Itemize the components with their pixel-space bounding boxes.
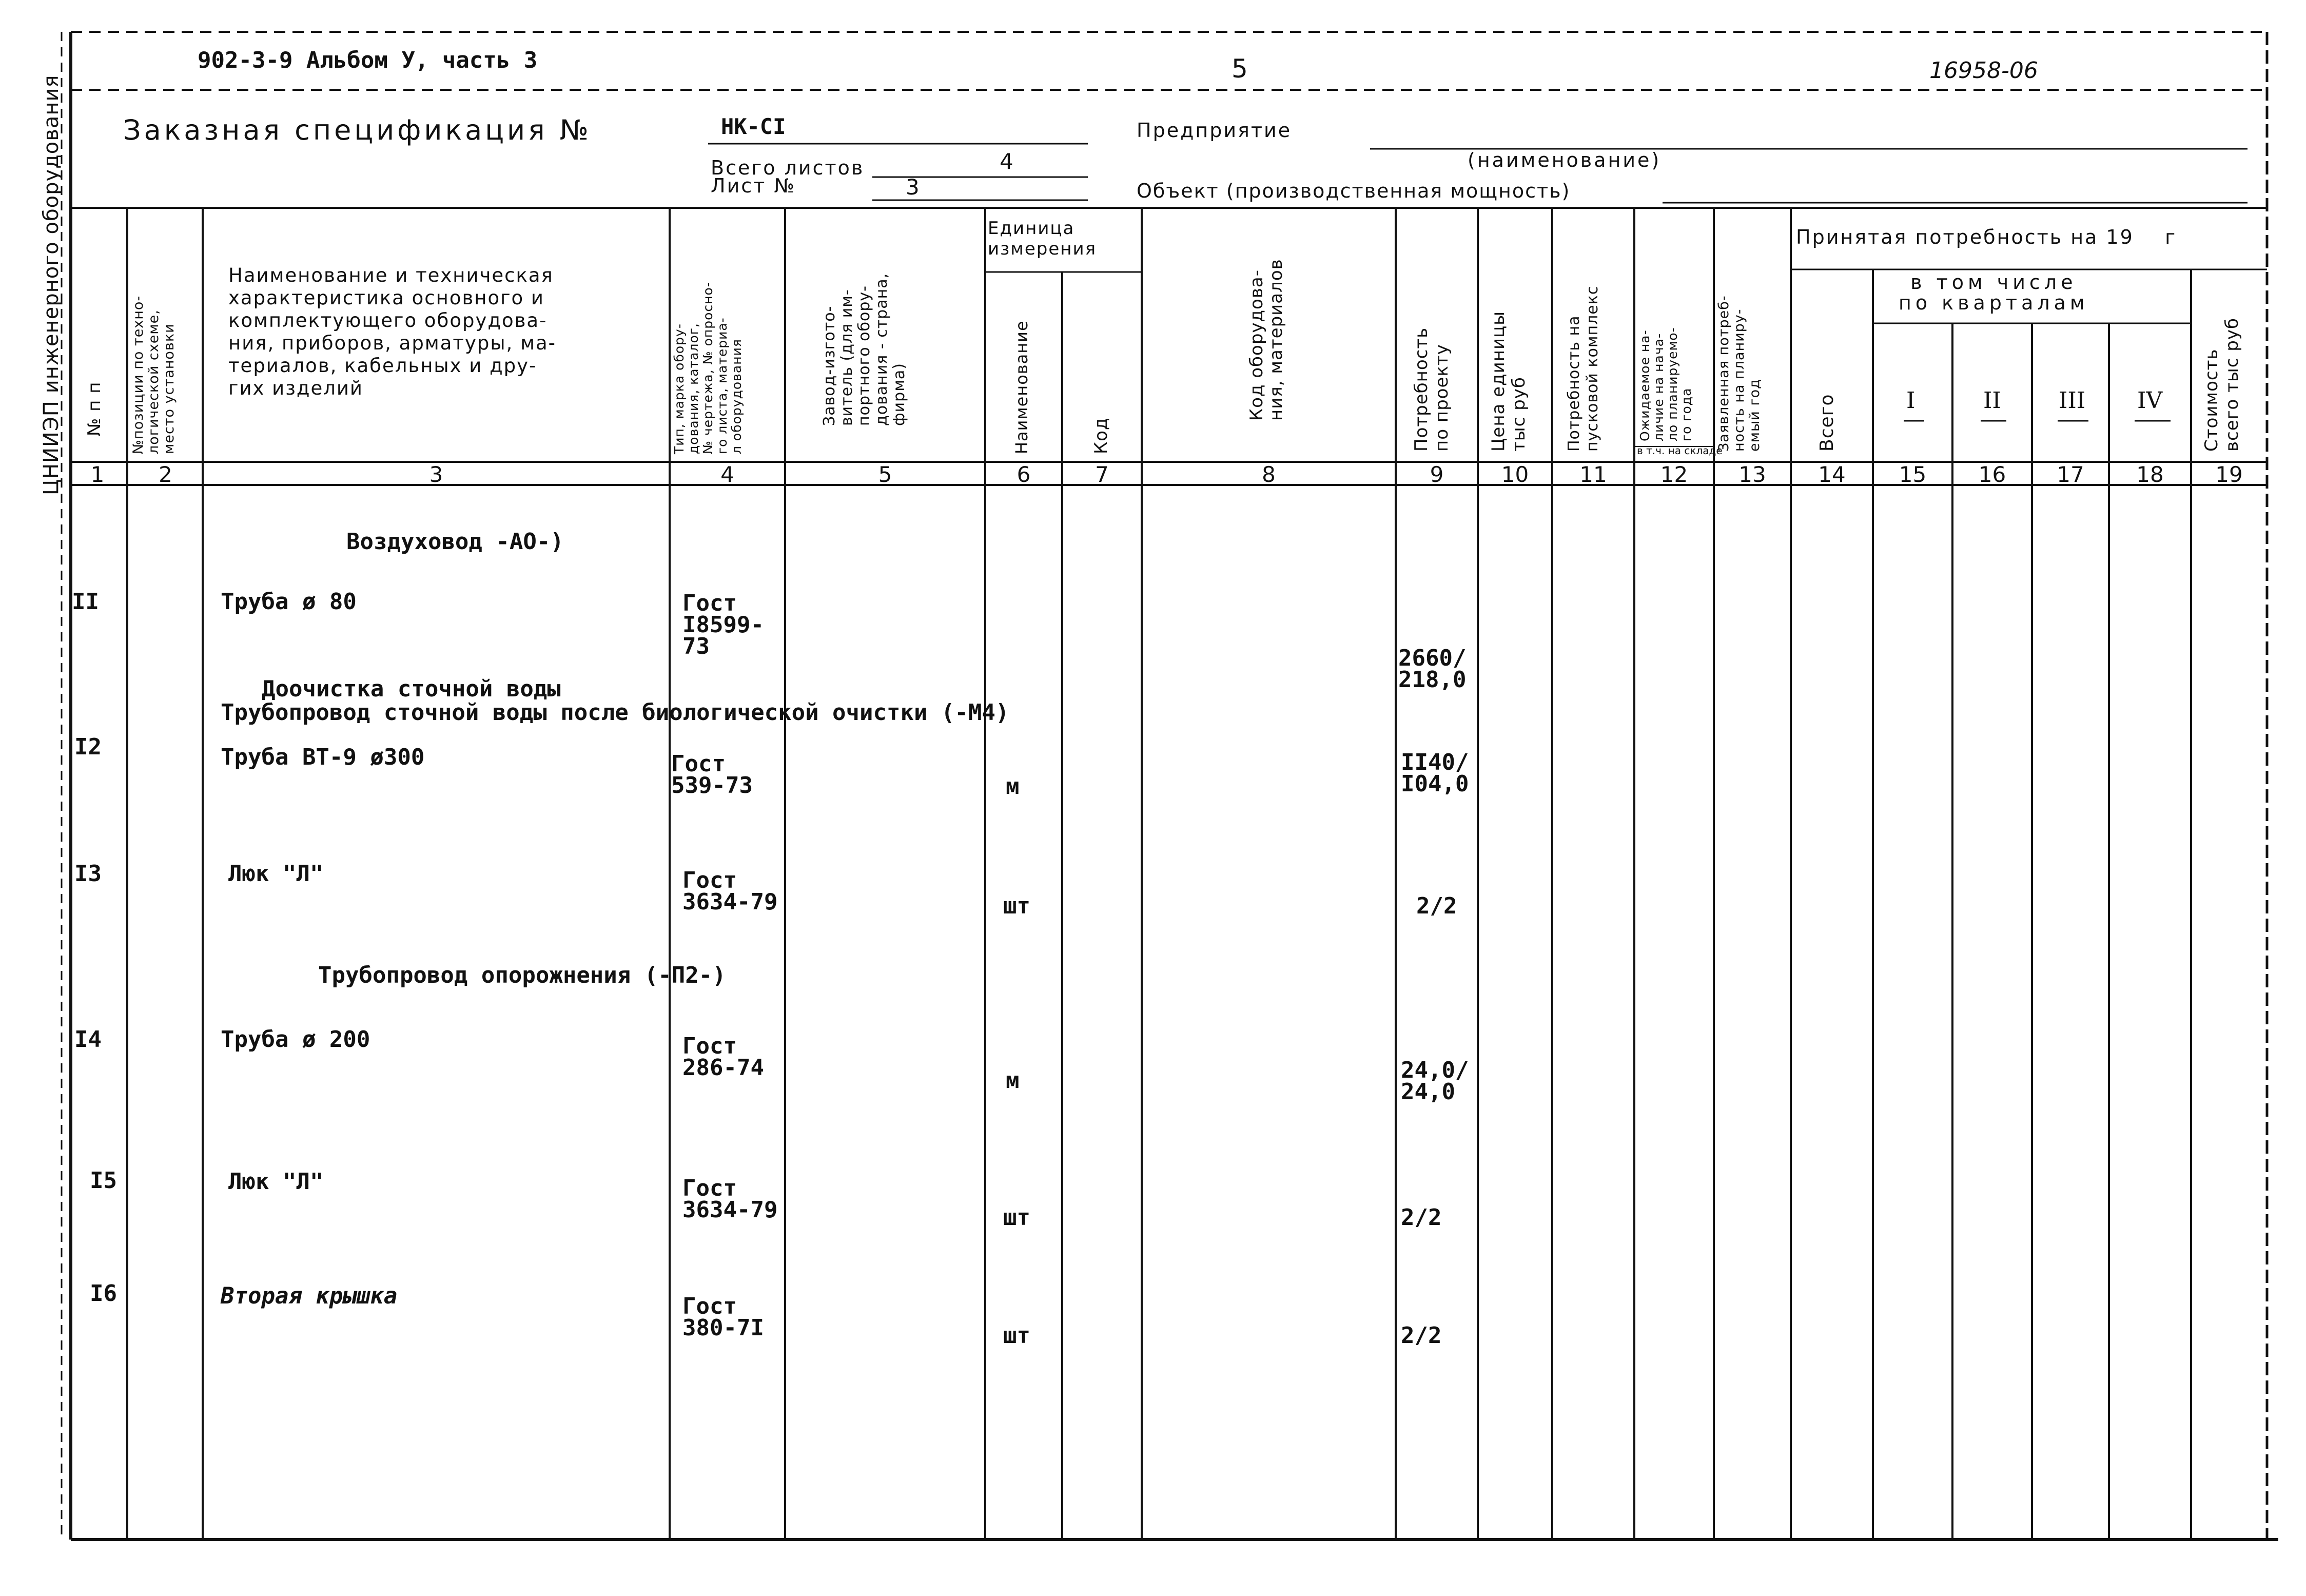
name-caption: (наименование) (1468, 149, 1662, 171)
item-name: Люк "Л" (228, 1169, 324, 1195)
col-number: 18 (2136, 462, 2164, 487)
row-number: I3 (74, 861, 102, 887)
side-organization-label: ЦНИИЭП инженерного оборудования (40, 74, 63, 495)
item-standard: Гост I8599- 73 (682, 590, 764, 659)
col-number: 1 (90, 462, 105, 487)
col-1-header: № п п (84, 381, 105, 436)
col-7-header: Код (1091, 417, 1111, 454)
item-quantity: 2660/ 218,0 (1398, 645, 1467, 693)
item-quantity: 24,0/ 24,0 (1401, 1057, 1469, 1105)
object-label: Объект (производственная мощность) (1137, 180, 1571, 202)
col-12-subheader: в т.ч. на складе (1637, 444, 1723, 457)
col-number: 3 (429, 462, 443, 487)
col-number: 7 (1095, 462, 1109, 487)
accepted-need-header: Принятая потребность на 19 г (1796, 226, 2177, 248)
col-19-header: Стоимость всего тыс руб (2201, 318, 2242, 452)
item-name: Труба ø 200 (221, 1026, 370, 1053)
total-sheets-value: 4 (1000, 149, 1013, 174)
col-6-header: Наименование (1012, 320, 1031, 454)
section-heading: Доочистка сточной воды (262, 676, 561, 702)
col-12-header: Ожидаемое на- личие на нача- ло планируемо- го года (1637, 327, 1694, 441)
album-reference: 902-3-9 Альбом У, часть 3 (198, 47, 538, 73)
col-number: 14 (1818, 462, 1846, 487)
item-quantity: 2/2 (1401, 1322, 1442, 1349)
document-code: 16958-06 (1929, 57, 2038, 84)
row-number: I4 (74, 1026, 102, 1053)
total-sheets-label: Всего листов (711, 157, 865, 179)
section-heading: Воздуховод -АО-) (346, 529, 564, 555)
row-number: I5 (90, 1167, 117, 1194)
col-number: 12 (1660, 462, 1688, 487)
col-8-header: Код оборудова- ния, материалов (1246, 259, 1286, 421)
item-unit: шт (1003, 1322, 1030, 1349)
sheet-number-value: 3 (906, 174, 920, 200)
col-13-header: Заявленная потреб- ность на планиру- емый год (1716, 295, 1763, 452)
col-q3-header: III (2059, 387, 2086, 414)
item-unit: шт (1003, 1204, 1030, 1231)
spec-title: Заказная спецификация № (123, 114, 592, 146)
item-unit: м (1006, 773, 1020, 800)
item-quantity: II40/ I04,0 (1401, 749, 1469, 797)
col-number: 13 (1738, 462, 1766, 487)
row-number: II (72, 589, 99, 615)
section-heading: Трубопровод опорожнения (-П2-) (318, 962, 726, 988)
col-14-header: Всего (1816, 394, 1838, 452)
quarters-header: в том числе по кварталам (1899, 271, 2089, 314)
col-10-header: Цена единицы тыс руб (1488, 310, 1529, 452)
col-2-header: №позиции по техно- логической схеме, место установки (130, 295, 177, 454)
item-name: Труба ВТ-9 ø300 (221, 744, 425, 770)
col-number: 9 (1430, 462, 1444, 487)
col-q4-header: IV (2137, 387, 2163, 414)
page-number: 5 (1232, 54, 1248, 84)
row-number: I2 (74, 734, 102, 760)
col-q1-header: I (1906, 387, 1916, 414)
unit-group-header: Единица измерения (988, 218, 1097, 259)
col-number: 2 (159, 462, 172, 487)
item-standard: Гост 286-74 (682, 1033, 764, 1081)
col-number: 16 (1978, 462, 2006, 487)
enterprise-label: Предприятие (1137, 119, 1292, 142)
section-heading: Трубопровод сточной воды после биологической очистки (-М4) (221, 699, 1009, 726)
col-number: 15 (1899, 462, 1927, 487)
item-standard: Гост 380-7I (682, 1293, 764, 1341)
item-name: Люк "Л" (228, 861, 324, 887)
item-quantity: 2/2 (1416, 893, 1457, 919)
spec-number: НК-СI (721, 114, 786, 139)
col-4-header: Тип, марка обору- дования, каталог, № чертежа, № опросно- го листа, материа- л оборудования (672, 282, 744, 454)
col-number: 11 (1579, 462, 1607, 487)
item-unit: шт (1003, 893, 1030, 919)
item-quantity: 2/2 (1401, 1204, 1442, 1231)
item-standard: Гост 3634-79 (682, 867, 778, 915)
col-q2-header: II (1983, 387, 2001, 414)
item-unit: м (1006, 1067, 1020, 1094)
item-standard: Гост 3634-79 (682, 1175, 778, 1223)
sheet-label: Лист № (711, 174, 796, 197)
item-name: Труба ø 80 (221, 589, 357, 615)
item-standard: Гост 539-73 (671, 751, 753, 799)
col-number: 10 (1501, 462, 1529, 487)
item-name: Вторая крышка (221, 1283, 398, 1309)
col-number: 4 (720, 462, 734, 487)
col-9-header: Потребность по проекту (1411, 327, 1452, 452)
col-number: 8 (1262, 462, 1276, 487)
col-3-header: Наименование и техническая характеристика основного и комплектующего оборудова- ния, приборов, арматуры, ма- териалов, кабельных и дру- гих изделий (228, 264, 557, 399)
col-number: 6 (1017, 462, 1031, 487)
col-11-header: Потребность на пусковой комплекс (1565, 285, 1601, 452)
col-number: 5 (878, 462, 892, 487)
col-number: 17 (2057, 462, 2084, 487)
row-number: I6 (90, 1280, 117, 1307)
col-5-header: Завод-изгото- витель (для им- портного обору- дования - страна, фирма) (820, 273, 908, 426)
col-number: 19 (2215, 462, 2243, 487)
